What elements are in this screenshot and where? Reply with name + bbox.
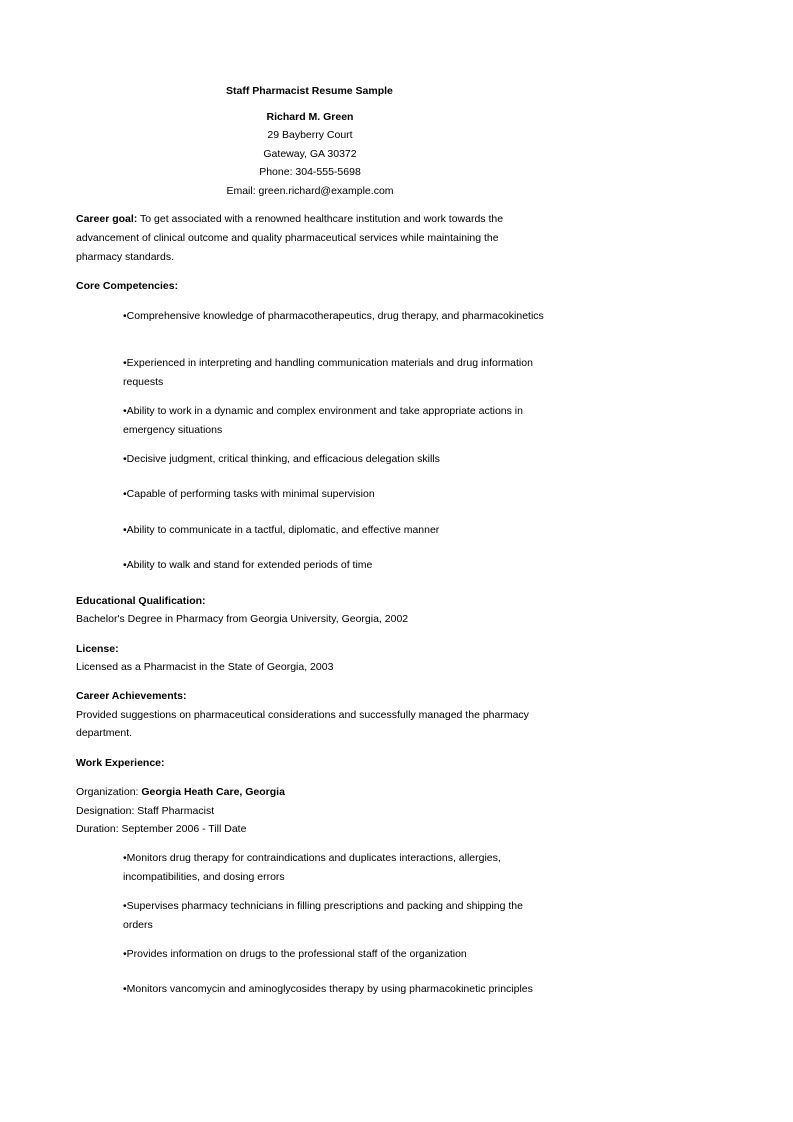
email: Email: green.richard@example.com [226,185,394,197]
duration: Duration: September 2006 - Till Date [76,823,247,835]
duty-item: •Monitors drug therapy for contraindications and duplicates interactions, allergies, incompatibilities, and dosing errors [123,852,501,883]
career-goal-label: Career goal: [76,213,138,225]
competency-item: •Experienced in interpreting and handling communication materials and drug information requests [123,357,533,388]
work-experience-heading: Work Experience: [76,757,165,769]
achievements-heading: Career Achievements: [76,690,187,702]
competency-item: •Capable of performing tasks with minimal supervision [123,488,375,500]
organization-value: Georgia Heath Care, Georgia [141,786,285,798]
duty-item: •Monitors vancomycin and aminoglycosides therapy by using pharmacokinetic principles [123,983,533,995]
page-title: Staff Pharmacist Resume Sample [226,85,393,97]
address-line-1: 29 Bayberry Court [267,129,353,141]
competency-item: •Comprehensive knowledge of pharmacotherapeutics, drug therapy, and pharmacokinetics [123,310,544,322]
education-heading: Educational Qualification: [76,595,206,607]
address-line-2: Gateway, GA 30372 [263,148,357,160]
candidate-name: Richard M. Green [266,111,354,123]
organization-label: Organization: [76,786,142,798]
license-heading: License: [76,643,119,655]
achievements-text-2: department. [76,727,133,739]
duty-item: •Supervises pharmacy technicians in filling prescriptions and packing and shipping the orders [123,900,523,931]
competency-item: •Decisive judgment, critical thinking, and efficacious delegation skills [123,453,440,465]
education-text: Bachelor's Degree in Pharmacy from Georgia University, Georgia, 2002 [76,613,409,625]
career-goal-line-2: advancement of clinical outcome and quality pharmaceutical services while maintaining the [76,232,499,244]
competency-item: •Ability to walk and stand for extended periods of time [123,559,373,571]
career-goal-line-1 [76,213,503,226]
organization-line [76,786,285,799]
designation: Designation: Staff Pharmacist [76,805,215,817]
phone: Phone: 304-555-5698 [259,166,361,178]
competency-item: •Ability to work in a dynamic and complex environment and take appropriate actions in emergency situations [123,405,523,436]
core-competencies-heading: Core Competencies: [76,280,179,292]
achievements-text-1: Provided suggestions on pharmaceutical considerations and successfully managed the pharmacy [76,709,529,721]
career-goal-text-1: To get associated with a renowned healthcare institution and work towards the [137,213,504,225]
license-text: Licensed as a Pharmacist in the State of Georgia, 2003 [76,661,334,673]
career-goal-line-3: pharmacy standards. [76,251,175,263]
duty-item: •Provides information on drugs to the professional staff of the organization [123,948,467,960]
competency-item: •Ability to communicate in a tactful, diplomatic, and effective manner [123,524,440,536]
